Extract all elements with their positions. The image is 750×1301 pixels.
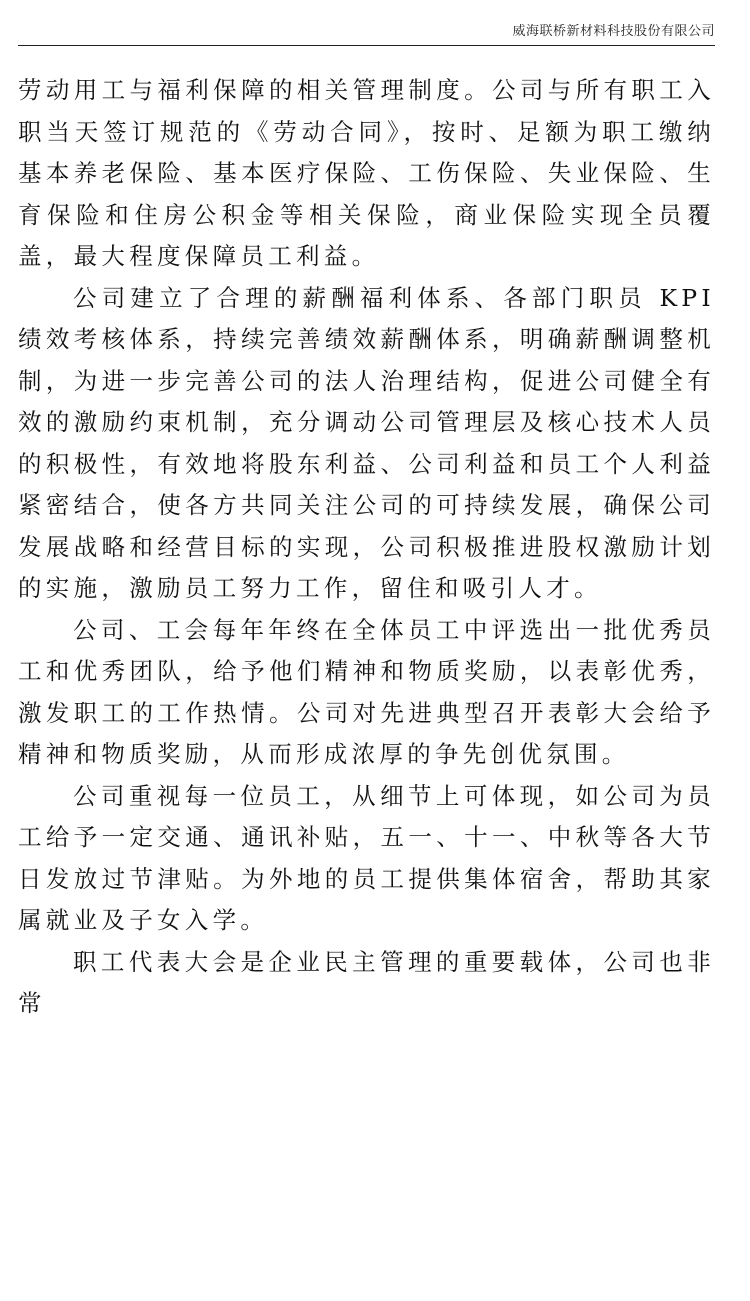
document-body (18, 70, 715, 1025)
paragraph-salary-system: 公司建立了合理的薪酬福利体系、各部门职员 KPI 绩效考核体系，持续完善绩效薪酬体系，明确薪酬调整机制，为进一步完善公司的法人治理结构，促进公司健全有效的激励约束机制，充分调动公司管理层及核心技术人员的积极性，有效地将股东利益、公司利益和员工个人利益紧密结合，使各方共同关注公司的可持续发展，确保公司发展战略和经营目标的实现，公司积极推进股权激励计划的实施，激励员工努力工作，留住和吸引人才。 (18, 283, 715, 602)
paragraph-awards: 公司、工会每年年终在全体员工中评选出一批优秀员工和优秀团队，给予他们精神和物质奖励，以表彰优秀，激发职工的工作热情。公司对先进典型召开表彰大会给予精神和物质奖励，从而形成浓厚的争先创优氛围。 (18, 615, 715, 768)
page-header (18, 0, 715, 46)
paragraph-workers-congress: 职工代表大会是企业民主管理的重要载体，公司也非常 (18, 947, 715, 1017)
paragraph-continued: 劳动用工与福利保障的相关管理制度。公司与所有职工入职当天签订规范的《劳动合同》，按时、足额为职工缴纳基本养老保险、基本医疗保险、工伤保险、失业保险、生育保险和住房公积金等相关保险，商业保险实现全员覆盖，最大程度保障员工利益。 (18, 76, 715, 270)
paragraph-employee-care: 公司重视每一位员工，从细节上可体现，如公司为员工给予一定交通、通讯补贴，五一、十一、中秋等各大节日发放过节津贴。为外地的员工提供集体宿舍，帮助其家属就业及子女入学。 (18, 781, 715, 934)
header-company-name: 威海联桥新材料科技股份有限公司 (512, 24, 715, 39)
